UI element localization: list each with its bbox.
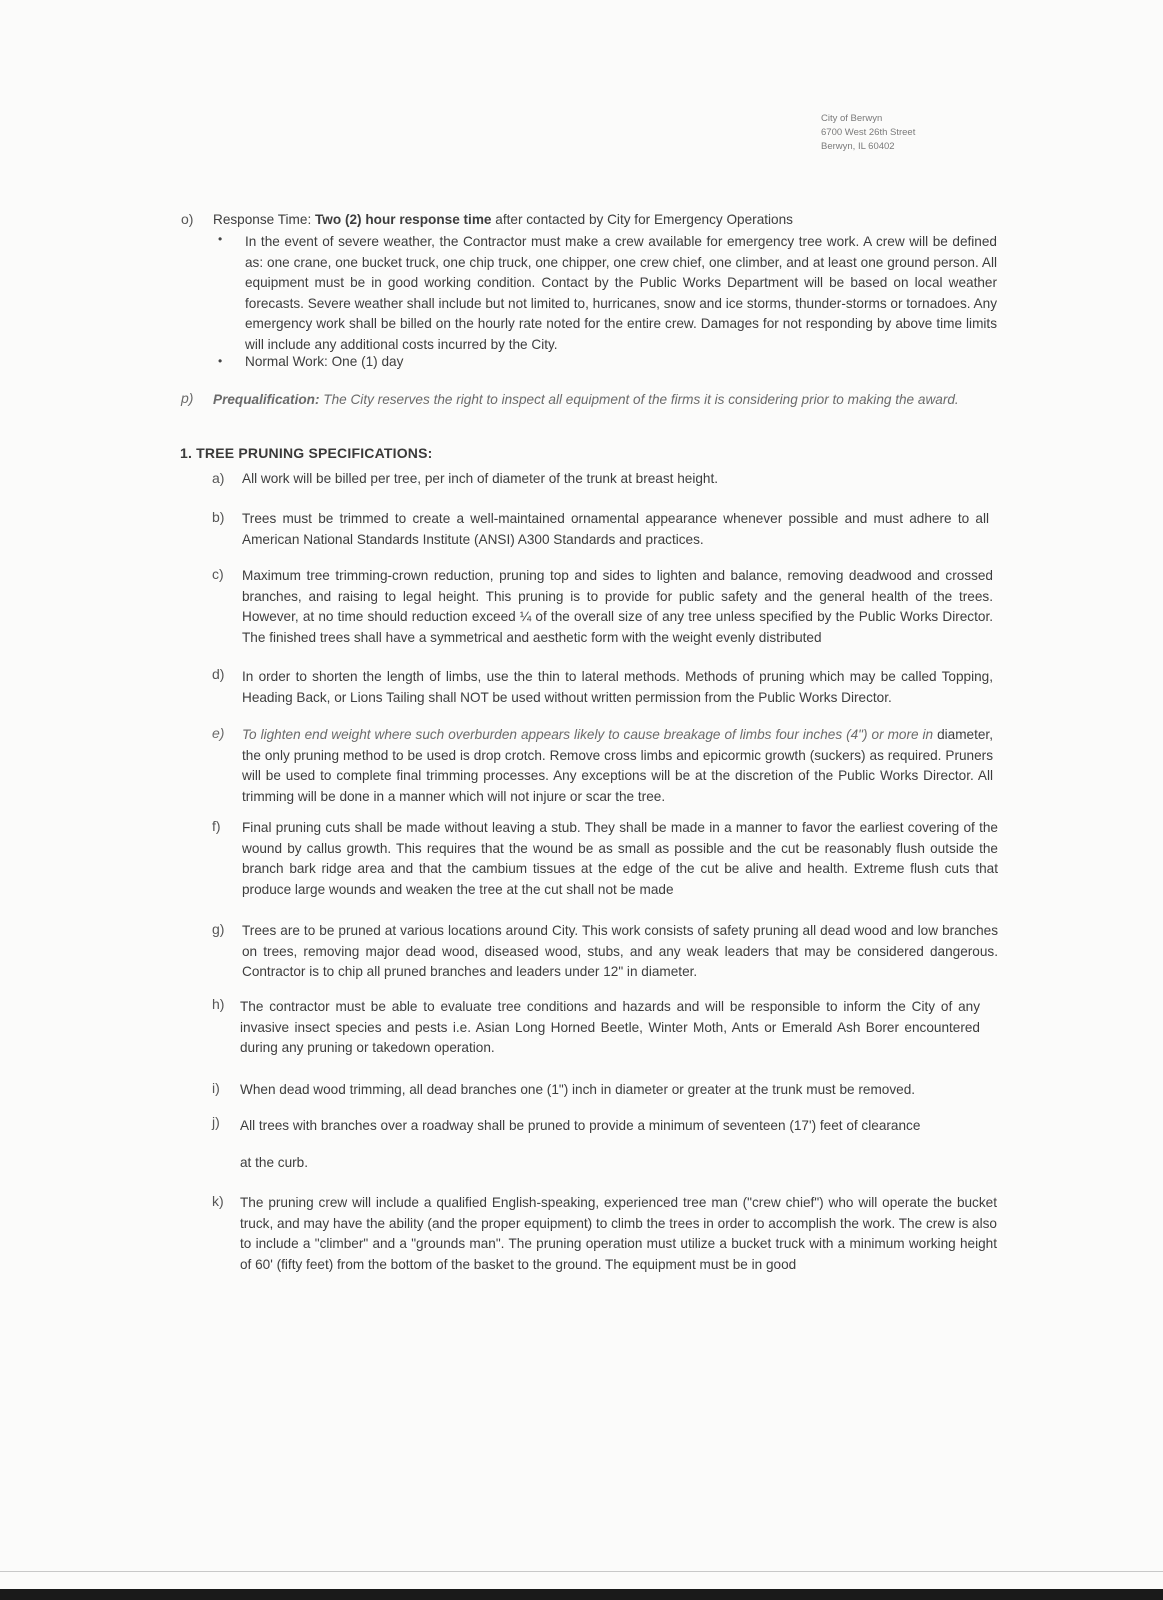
letterhead-street: 6700 West 26th Street: [821, 127, 916, 138]
item-b-text: Trees must be trimmed to create a well-maintained ornamental appearance whenever possible and must adhere to all American National Standards Institute (ANSI) A300 Standards and practices.: [242, 511, 989, 547]
item-h-text: The contractor must be able to evaluate tree conditions and hazards and will be responsible to inform the City of any invasive insect species and pests i.e. Asian Long Horned Beetle, Winter Moth, Ants or Emerald Ash Borer encountered during any pruning or takedown operation.: [240, 999, 980, 1055]
letterhead-city-state-zip: Berwyn, IL 60402: [821, 141, 895, 152]
item-j-text-continued: at the curb.: [240, 1155, 309, 1170]
letterhead-city: City of Berwyn: [821, 113, 883, 124]
item-e-italic: To lighten end weight where such overburden appears likely to cause breakage of limbs four inches (4") or more in: [242, 727, 934, 742]
item-g-label: g): [212, 921, 225, 937]
item-e-text: [242, 725, 993, 807]
item-i-text: When dead wood trimming, all dead branches one (1") inch in diameter or greater at the trunk must be removed.: [240, 1082, 916, 1097]
section-p-bold: Prequalification:: [213, 392, 320, 407]
item-c-label: c): [212, 566, 224, 582]
bullet-icon: •: [218, 232, 223, 246]
section-p-body: The City reserves the right to inspect all equipment of the firms it is considering prior to making the award.: [319, 392, 959, 407]
item-g-text: Trees are to be pruned at various locations around City. This work consists of safety pruning all dead wood and low branches on trees, removing major dead wood, diseased wood, stubs, and any weak leaders that may be considered dangerous. Contractor is to chip all pruned branches and leaders under 12" in diameter.: [242, 923, 998, 979]
section-o-lead: Response Time:: [213, 212, 315, 227]
section-o-bullet-2: Normal Work: One (1) day: [245, 354, 404, 369]
item-b-label: b): [212, 509, 225, 525]
item-f-text: Final pruning cuts shall be made without leaving a stub. They shall be made in a manner to favor the earliest covering of the wound by callus growth. This requires that the wound be as small as possible and the cut be reasonably flush outside the branch bark ridge area and that the cambium tissues at the edge of the cut be alive and health. Extreme flush cuts that produce large wounds and weaken the tree at the cut shall not be made: [242, 820, 998, 897]
item-a-label: a): [212, 470, 225, 486]
letterhead-address: [821, 112, 915, 154]
scan-edge-line: [0, 1571, 1163, 1572]
item-h-label: h): [212, 996, 225, 1012]
item-e-label: e): [212, 725, 225, 741]
item-j-label: j): [212, 1114, 220, 1130]
item-e-body: diameter, the only pruning method to be used is drop crotch. Remove cross limbs and epicormic growth (suckers) as required. Pruners will be used to complete final trimming processes. Any exceptions will be at the discretion of the Public Works Director. All trimming will be done in a manner which will not injure or scar the tree.: [242, 727, 993, 804]
section-p-label: p): [181, 390, 194, 406]
section-o-bullet-1: In the event of severe weather, the Contractor must make a crew available for emergency tree work. A crew will be defined as: one crane, one bucket truck, one chip truck, one chipper, one crew chief, one climber, and at least one ground person. All equipment must be in good working condition. Contact by the Public Works Department will be based on local weather forecasts. Severe weather shall include but not limited to, hurricanes, snow and ice storms, thunder-storms or tornadoes. Any emergency work shall be billed on the hourly rate noted for the entire crew. Damages for not responding by above time limits will include any additional costs incurred by the City.: [245, 234, 997, 352]
section-p-text: [213, 390, 981, 411]
section-heading: 1. TREE PRUNING SPECIFICATIONS:: [180, 445, 433, 461]
item-c-text: Maximum tree trimming-crown reduction, pruning top and sides to lighten and balance, removing deadwood and crossed branches, and raising to legal height. This pruning is to provide for public safety and the general health of the trees. However, at no time should reduction exceed ¼ of the overall size of any tree unless specified by the Public Works Director. The finished trees shall have a symmetrical and aesthetic form with the weight evenly distributed: [242, 568, 993, 645]
section-o-rest: after contacted by City for Emergency Operations: [491, 212, 793, 227]
item-a-text: All work will be billed per tree, per inch of diameter of the trunk at breast height.: [242, 471, 719, 486]
section-o-label: o): [181, 211, 194, 227]
item-k-text: The pruning crew will include a qualified English-speaking, experienced tree man ("crew chief") who will operate the bucket truck, and may have the ability (and the proper equipment) to climb the trees in order to accomplish the work. The crew is also to include a "climber" and a "grounds man". The pruning operation must utilize a bucket truck with a minimum working height of 60' (fifty feet) from the bottom of the basket to the ground. The equipment must be in good: [240, 1195, 997, 1272]
item-d-label: d): [212, 666, 225, 682]
scan-edge-bar: [0, 1589, 1163, 1600]
item-i-label: i): [212, 1080, 220, 1096]
item-d-text: In order to shorten the length of limbs, use the thin to lateral methods. Methods of pruning which may be called Topping, Heading Back, or Lions Tailing shall NOT be used without written permission from the Public Works Director.: [242, 669, 993, 705]
bullet-icon: •: [218, 354, 223, 368]
section-o-heading: [213, 210, 793, 231]
item-k-label: k): [212, 1193, 224, 1209]
item-j-text: All trees with branches over a roadway shall be pruned to provide a minimum of seventeen (17') feet of clearance: [240, 1118, 921, 1133]
item-f-label: f): [212, 818, 221, 834]
section-o-bold: Two (2) hour response time: [315, 212, 492, 227]
